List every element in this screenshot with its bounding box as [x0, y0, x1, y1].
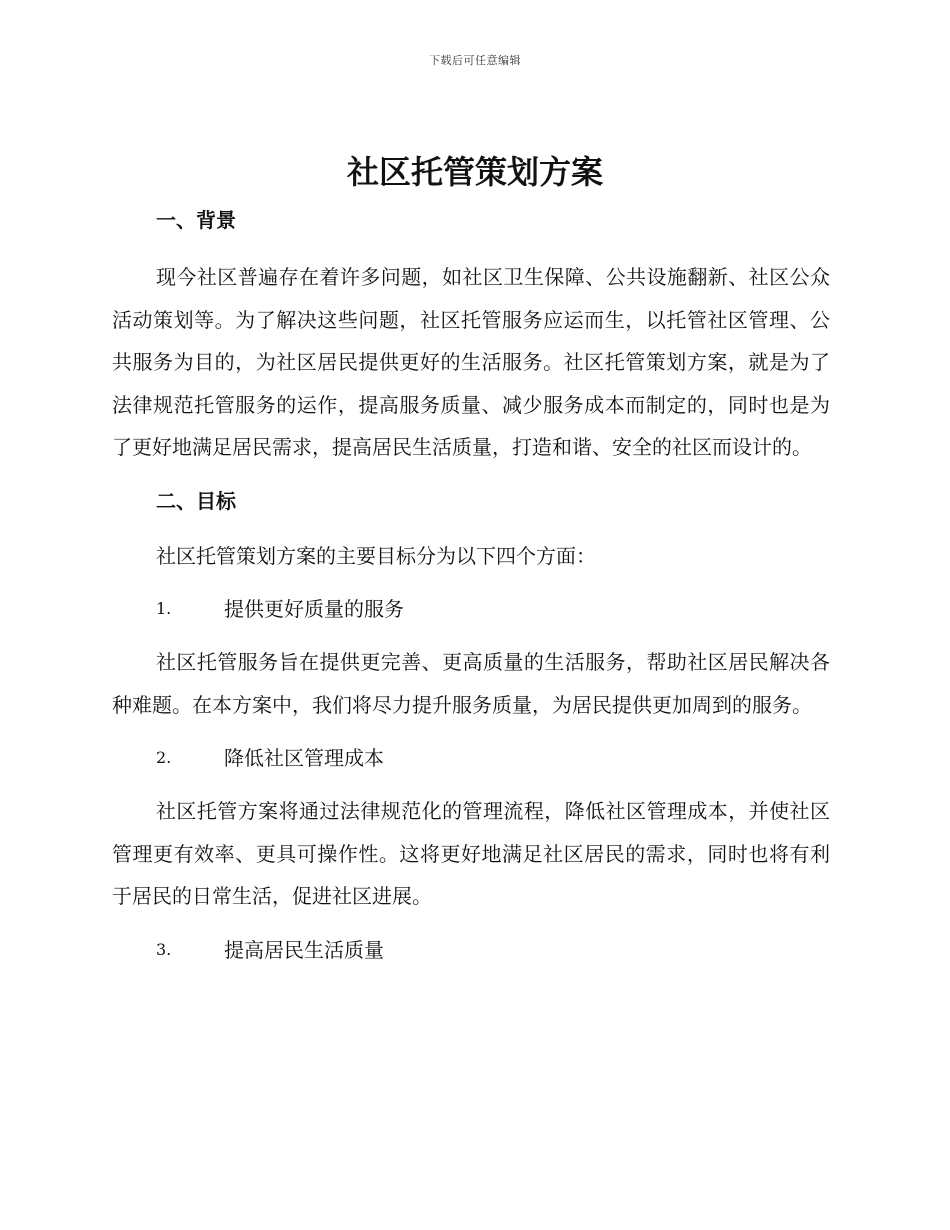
goal-number: 1.: [156, 599, 172, 618]
goal-paragraph-2: 社区托管方案将通过法律规范化的管理流程，降低社区管理成本，并使社区管理更有效率、更具可操作性。这将更好地满足社区居民的需求，同时也将有利于居民的日常生活，促进社区进展。: [112, 799, 830, 908]
goal-title: 提供更好质量的服务: [224, 597, 404, 621]
section-heading-background: 一、背景: [156, 208, 236, 232]
goal-number: 2.: [156, 748, 172, 767]
background-paragraph: 现今社区普遍存在着许多问题，如社区卫生保障、公共设施翻新、社区公众活动策划等。为了解决这些问题，社区托管服务应运而生，以托管社区管理、公共服务为目的，为社区居民提供更好的生活服务。社区托管策划方案，就是为了法律规范托管服务的运作，提高服务质量、减少服务成本而制定的，同时也是为了更好地满足居民需求，提高居民生活质量，打造和谐、安全的社区而设计的。: [112, 265, 830, 459]
document-title: 社区托管策划方案: [346, 153, 603, 191]
document-body: [112, 200, 830, 970]
goals-intro: 社区托管策划方案的主要目标分为以下四个方面：: [156, 543, 596, 568]
goal-title: 提高居民生活质量: [224, 937, 384, 962]
goal-number: 3.: [156, 939, 172, 959]
goal-item-3: [112, 930, 830, 970]
goal-paragraph-1: 社区托管服务旨在提供更完善、更高质量的生活服务，帮助社区居民解决各种难题。在本方案中，我们将尽力提升服务质量，为居民提供更加周到的服务。: [112, 650, 830, 717]
page-header: 下载后可任意编辑: [429, 54, 521, 67]
goal-item-2: [112, 738, 830, 778]
goal-title: 降低社区管理成本: [224, 746, 384, 770]
section-heading-goals: 二、目标: [156, 488, 236, 513]
goal-item-1: [112, 589, 830, 629]
